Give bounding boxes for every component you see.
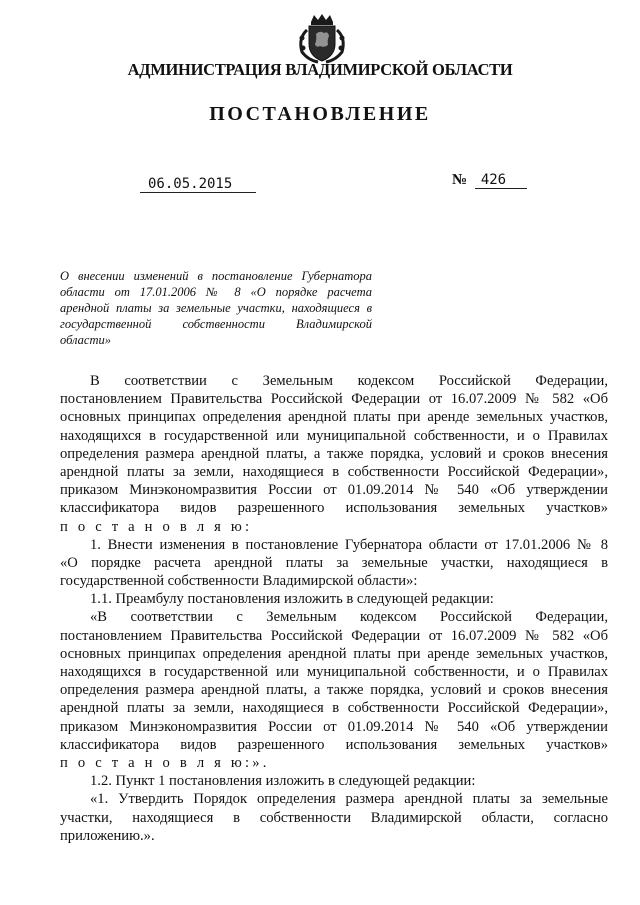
- body-line: находящихся в государственной или муниципальной собственности, и о Правилах: [60, 664, 608, 680]
- body-line: «О порядке расчета арендной платы за земельные участки, находящиеся в: [60, 554, 608, 571]
- body-line: п о с т а н о в л я ю:».: [60, 754, 270, 771]
- subject-line: области от 17.01.2006 № 8 «О порядке расчета: [60, 285, 372, 299]
- body-line: находящихся в государственной или муниципальной собственности, и о Правилах: [60, 427, 608, 444]
- body-line: определения размера арендной платы, а также порядка, условий и сроков внесения: [60, 445, 608, 462]
- subject-line: арендной платы за земельные участки, находящиеся в: [60, 301, 372, 315]
- number-sign: №: [452, 172, 468, 188]
- body-line: основных принципах определения арендной платы при аренде земельных участков,: [60, 645, 608, 662]
- document-date: 06.05.2015: [140, 176, 256, 193]
- body-line: постановлением Правительства Российской Федерации от 16.07.2009 № 582 «Об: [60, 627, 608, 644]
- body-line: постановлением Правительства Российской Федерации от 16.07.2009 № 582 «Об: [60, 391, 608, 408]
- number-value: 426: [475, 172, 527, 189]
- body-line: 1.1. Преамбулу постановления изложить в следующей редакции:: [90, 591, 494, 608]
- body-line: 1. Внести изменения в постановление Губернатора области от 17.01.2006 № 8: [90, 536, 608, 553]
- body-line: п о с т а н о в л я ю:: [60, 518, 253, 535]
- body-line: классификатора видов разрешенного использования земельных участков»: [60, 736, 608, 753]
- subject-line: О внесении изменений в постановление Губернатора: [60, 269, 372, 283]
- body-line: классификатора видов разрешенного использования земельных участков»: [60, 500, 608, 517]
- document-number: [452, 172, 527, 189]
- body-line: основных принципах определения арендной платы при аренде земельных участков,: [60, 409, 608, 426]
- body-line: В соответствии с Земельным кодексом Российской Федерации,: [90, 373, 608, 389]
- subject-line: области»: [60, 333, 111, 347]
- body-line: приказом Минэкономразвития России от 01.09.2014 № 540 «Об утверждении: [60, 718, 608, 735]
- body-line: «1. Утвердить Порядок определения размера арендной платы за земельные: [90, 791, 608, 808]
- document-subject: [60, 268, 372, 348]
- coat-of-arms-icon: [294, 12, 350, 64]
- body-line: арендной платы за земли, находящиеся в собственности Российской Федерации»,: [60, 463, 608, 480]
- body-line: арендной платы за земли, находящиеся в собственности Российской Федерации»,: [60, 700, 608, 717]
- document-body: [60, 372, 608, 845]
- body-line: государственной собственности Владимирской области»:: [60, 573, 418, 590]
- body-line: участки, находящиеся в собственности Владимирской области, согласно: [60, 809, 608, 826]
- organization-name: АДМИНИСТРАЦИЯ ВЛАДИМИРСКОЙ ОБЛАСТИ: [127, 60, 513, 79]
- body-line: 1.2. Пункт 1 постановления изложить в следующей редакции:: [90, 773, 476, 790]
- subject-line: государственной собственности Владимирской: [60, 317, 372, 331]
- body-line: «В соответствии с Земельным кодексом Российской Федерации,: [90, 609, 608, 626]
- body-line: определения размера арендной платы, а также порядка, условий и сроков внесения: [60, 682, 608, 699]
- document-type-title: ПОСТАНОВЛЕНИЕ: [209, 103, 431, 125]
- body-line: приказом Минэкономразвития России от 01.09.2014 № 540 «Об утверждении: [60, 482, 608, 499]
- body-line: приложению.».: [60, 827, 155, 844]
